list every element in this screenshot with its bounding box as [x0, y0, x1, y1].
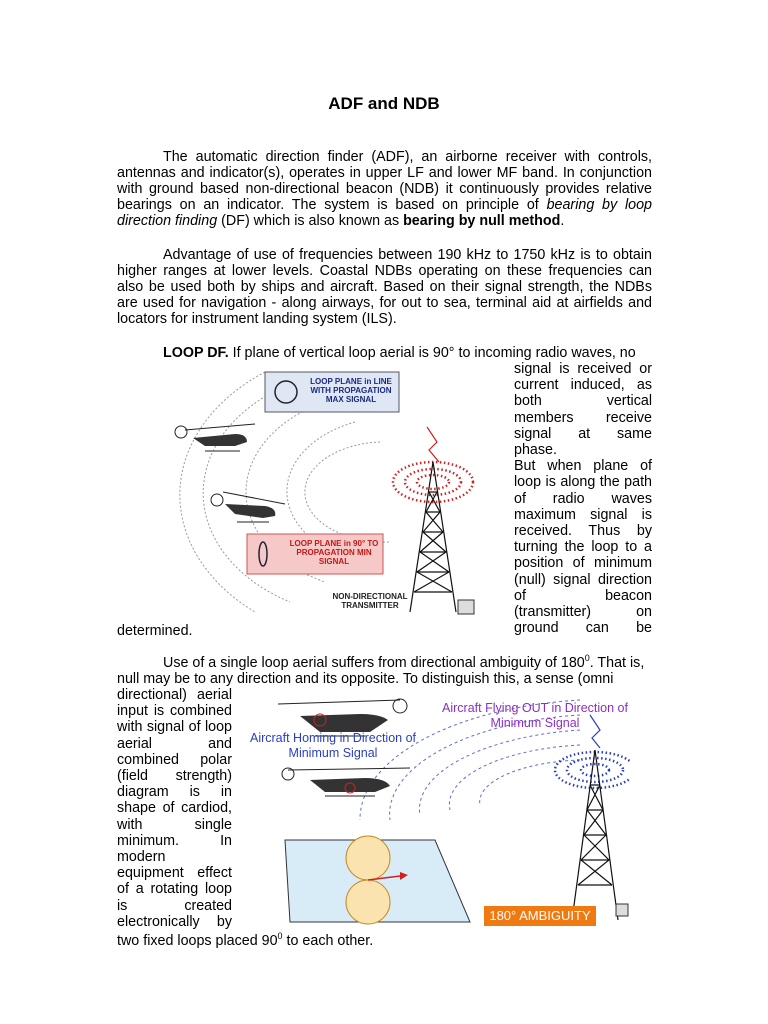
loop-df-last-line: determined.	[117, 623, 193, 639]
station-building	[616, 904, 628, 916]
transmitter-tower	[572, 715, 618, 920]
ambiguity-line-2: null may be to any direction and its opposite. To distinguish this, a sense (omni	[117, 671, 614, 687]
loop-df-first-line: If plane of vertical loop aerial is 90° to incoming radio waves, no	[228, 345, 636, 361]
helicopter-icon	[211, 492, 285, 522]
ambiguity-column-text	[117, 687, 232, 930]
min-signal-label: LOOP PLANE in 90° TO PROPAGATION MIN SIGNAL	[289, 539, 379, 566]
column-line: (transmitter) on	[514, 604, 652, 621]
column-line: loop is along the path	[514, 474, 652, 491]
column-line: of beacon	[514, 587, 652, 604]
para1-text-c: .	[560, 213, 565, 229]
para2-text: Advantage of use of frequencies between 190 kHz to 1750 kHz is to obtain higher ranges at lower levels. Coastal NDBs operating on these frequencies can also be used both by ships and aircraft. Based on their signal strength, the NDBs are used for navigation - along airways, for out to sea, terminal aid at airfields and locators for instrument landing system (ILS).	[117, 247, 652, 327]
para1-text-b: (DF) which is also known as	[217, 213, 404, 229]
ambiguity-badge: 180° AMBIGUITY	[484, 906, 596, 926]
ambiguity-sup: 0	[584, 653, 590, 664]
helicopter-icon	[282, 768, 410, 796]
column-line: of radio waves	[514, 490, 652, 507]
column-line: (field strength)	[117, 768, 232, 785]
ambiguity-text-a: Use of a single loop aerial suffers from directional ambiguity of 180	[163, 655, 585, 671]
column-line: shape of cardiod,	[117, 800, 232, 817]
paragraph-frequencies	[117, 247, 652, 327]
para1-bold: bearing by null method	[403, 213, 561, 229]
cardioid-lobe-top	[346, 836, 390, 880]
loop-df-lead: LOOP DF.	[163, 345, 229, 361]
column-line: both vertical	[514, 393, 652, 410]
column-line: minimum. In	[117, 832, 232, 849]
cardioid-lobe-bottom	[346, 880, 390, 924]
column-line: input is combined	[117, 703, 232, 720]
column-line: ground can be	[514, 620, 652, 637]
column-line: members receive	[514, 409, 652, 426]
column-line: received. Thus by	[514, 523, 652, 540]
para1-text-a: The automatic direction finder (ADF), an airborne receiver with controls, antennas and indicator(s), operates in upper LF and lower MF band. In conjunction with ground based non-directional beacon (NDB) it continuously provides relative bearings on an indicator. The system is based on principle of	[117, 149, 652, 213]
para1-italic: bearing by loop direction finding	[117, 197, 652, 229]
paragraph-adf-intro	[117, 149, 652, 229]
transmitter-label: NON-DIRECTIONAL TRANSMITTER	[332, 592, 408, 610]
ambiguity-last-line	[117, 933, 652, 949]
column-line: equipment effect	[117, 865, 232, 882]
ambiguity-last-b: to each other.	[282, 933, 374, 949]
ambiguity-last-sup: 0	[277, 931, 283, 942]
column-line: But when plane of	[514, 458, 652, 475]
station-building	[458, 600, 474, 614]
page-title: ADF and NDB	[328, 94, 440, 113]
column-line: signal at same phase.	[514, 425, 652, 459]
column-line: maximum signal is	[514, 506, 652, 523]
flying-out-label: Aircraft Flying OUT in Direction of Minimum Signal	[442, 701, 628, 730]
paragraph-loop-df-first-line	[117, 345, 652, 361]
column-line: with single	[117, 816, 232, 833]
column-line: combined polar	[117, 751, 232, 768]
max-signal-label: LOOP PLANE in LINE WITH PROPAGATION MAX SIGNAL	[310, 377, 392, 404]
column-line: aerial and	[117, 735, 232, 752]
column-line: position of minimum	[514, 555, 652, 572]
column-line: current induced, as	[514, 377, 652, 394]
paragraph-ambiguity	[117, 655, 652, 671]
signal-ellipses	[393, 462, 473, 502]
homing-label: Aircraft Homing in Direction of Minimum Signal	[249, 731, 417, 760]
column-line: turning the loop to a	[514, 539, 652, 556]
transmitter-tower	[410, 427, 456, 612]
column-line: (null) signal direction	[514, 571, 652, 588]
column-line: with signal of loop	[117, 719, 232, 736]
column-line: modern	[117, 849, 166, 866]
column-line: of a rotating loop	[117, 881, 232, 898]
column-line: is created	[117, 897, 232, 914]
ambiguity-last-a: two fixed loops placed 90	[117, 933, 278, 949]
column-line: electronically by	[117, 913, 232, 930]
loop-df-column-text	[514, 361, 652, 636]
column-line: signal is received or	[514, 361, 652, 377]
column-line: directional) aerial	[117, 687, 232, 703]
column-line: diagram is in	[117, 784, 232, 801]
ambiguity-text-b: . That is,	[589, 655, 645, 671]
